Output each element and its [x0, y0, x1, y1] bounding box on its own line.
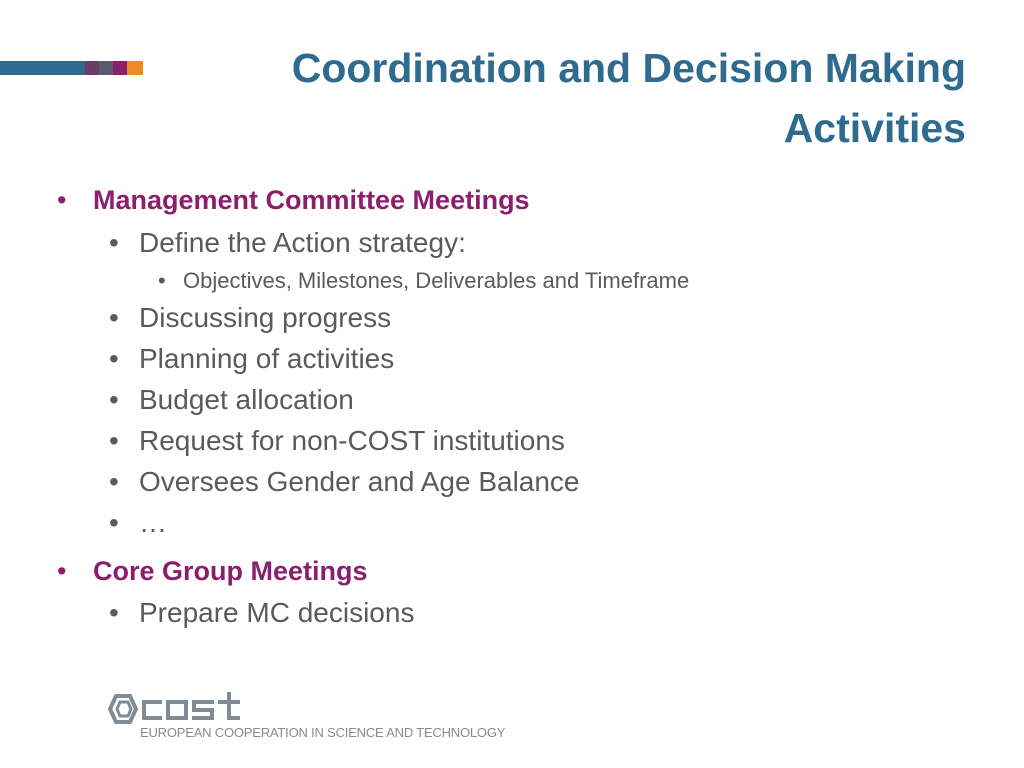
sub-bullet-request — [109, 425, 565, 457]
accent-segment-grey — [99, 61, 113, 75]
cost-tagline: EUROPEAN COOPERATION IN SCIENCE AND TECHNOLOGY — [140, 725, 506, 740]
bullet-text: Discussing progress — [139, 302, 392, 333]
sub-bullet-discussing-progress — [109, 302, 392, 334]
bullet-marker: • — [109, 302, 119, 333]
accent-segment-magenta — [113, 61, 127, 75]
bullet-marker: • — [57, 185, 67, 215]
accent-segment-orange — [127, 61, 143, 75]
bullet-text: Planning of activities — [139, 343, 395, 374]
sub-bullet-define-strategy — [109, 227, 466, 259]
bullet-text: Management Committee Meetings — [93, 185, 530, 215]
sub-bullet-budget — [109, 384, 354, 416]
bullet-marker: • — [109, 227, 119, 258]
sub-sub-bullet-objectives — [158, 268, 690, 294]
cost-logo-icon — [106, 692, 246, 726]
slide-title-line-2: Activities — [783, 105, 966, 151]
accent-segment-plum — [85, 61, 99, 75]
bullet-marker: • — [109, 425, 119, 456]
bullet-text: Budget allocation — [139, 384, 354, 415]
sub-bullet-oversees — [109, 466, 580, 498]
bullet-marker: • — [109, 507, 119, 538]
bullet-management-committee — [57, 185, 530, 216]
bullet-marker: • — [158, 268, 166, 293]
bullet-marker: • — [109, 466, 119, 497]
bullet-text: Core Group Meetings — [93, 556, 368, 586]
accent-segment-blue — [0, 61, 85, 75]
bullet-text: Prepare MC decisions — [139, 597, 415, 628]
slide-title-line-1: Coordination and Decision Making — [291, 45, 966, 91]
bullet-marker: • — [57, 556, 67, 586]
slide-title — [206, 38, 966, 158]
sub-bullet-ellipsis — [109, 507, 167, 539]
accent-bar — [0, 61, 143, 75]
bullet-marker: • — [109, 343, 119, 374]
bullet-text: Define the Action strategy: — [139, 227, 466, 258]
bullet-text: Objectives, Milestones, Deliverables and Timeframe — [183, 268, 690, 293]
bullet-text: Request for non-COST institutions — [139, 425, 565, 456]
bullet-marker: • — [109, 384, 119, 415]
bullet-marker: • — [109, 597, 119, 628]
sub-bullet-planning — [109, 343, 395, 375]
bullet-text: Oversees Gender and Age Balance — [139, 466, 580, 497]
bullet-text: … — [139, 507, 167, 538]
sub-bullet-prepare-mc — [109, 597, 415, 629]
bullet-core-group — [57, 556, 368, 587]
